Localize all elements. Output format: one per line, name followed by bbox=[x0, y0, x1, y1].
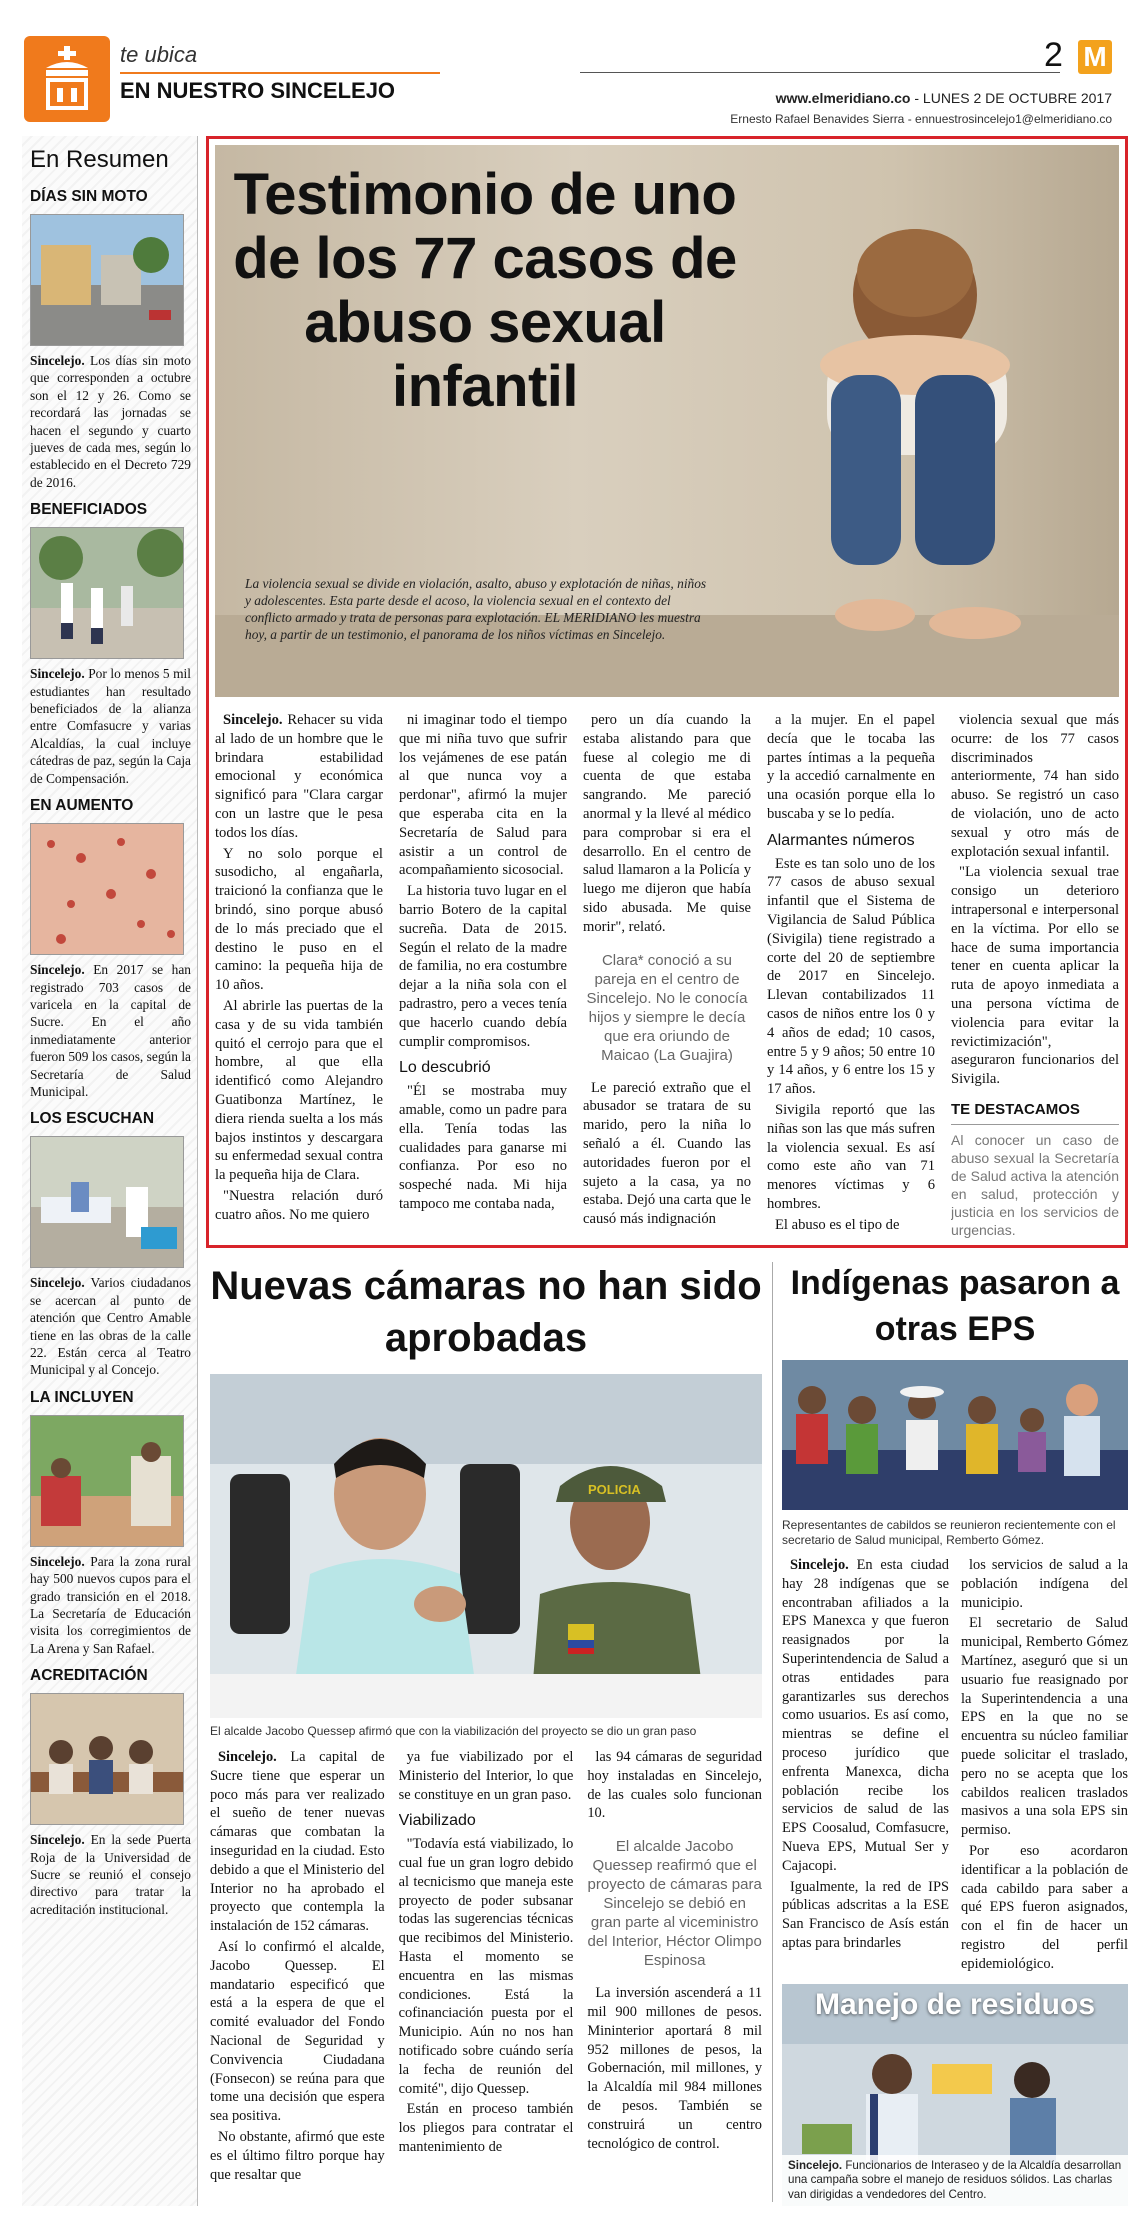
story-paragraph: Al abrirle las puertas de la casa y de su vida también quitó el cerrojo para que el hombre, al que ella identificó como Alejandro Guatibonza Martínez, le diera rienda suelta a los más bajos instintos y descargara su enfermedad sexual contra la pequeña hija de Clara. bbox=[215, 997, 383, 1184]
church-logo-icon bbox=[24, 36, 110, 122]
page-number: 2 bbox=[1044, 36, 1063, 74]
summary-text: Los días sin moto que corresponden a octubre son el 12 y 26. Como se recordará las jornadas se hacen el segundo y cuarto jueves de cada mes, según lo establecido en el Decreto 729 de 2016. bbox=[30, 353, 191, 490]
main-story-frame bbox=[206, 136, 1128, 1248]
story-dateline: Sincelejo. bbox=[223, 712, 283, 728]
summary-dateline: Sincelejo. bbox=[30, 1553, 85, 1569]
story-paragraph: ya fue viabilizado por el Ministerio del Interior, lo que se constituye en un gran paso. bbox=[398, 1749, 574, 1803]
section-title: EN NUESTRO SINCELEJO bbox=[120, 78, 396, 103]
story-subhead: Alarmantes números bbox=[767, 831, 915, 849]
story-column bbox=[767, 711, 935, 1239]
story-paragraph: las 94 cámaras de seguridad hoy instaladas en Sincelejo, de las cuales solo funcionan 10. bbox=[587, 1749, 763, 1822]
story-column bbox=[399, 1748, 574, 2198]
cameras-photo-caption: El alcalde Jacobo Quessep afirmó que con la viabilización del proyecto se dio un gran paso bbox=[210, 1724, 697, 1738]
story-column bbox=[782, 1556, 949, 1976]
story-paragraph: En esta ciudad hay 28 indígenas que se encontraban afiliados a la EPS Manexca y que fueron reasignados por la Superintendencia de Salud a otras entidades para garantizarles sus derechos como usuarios. Es así como, mientras se define el proceso jurídico que enfrenta Manexca, dicha población recibe los servicios de salud de las EPS Coosalud, Comfasucre, Nueva EPS, Mutual Ser y Cajacopi. bbox=[782, 1557, 949, 1874]
indigenas-photo-caption: Representantes de cabildos se reunieron recientemente con el secretario de Salud municipal, Remberto Gómez. bbox=[782, 1518, 1116, 1547]
summary-heading: DÍAS SIN MOTO bbox=[30, 188, 148, 205]
story-column bbox=[215, 711, 383, 1239]
story-paragraph: No obstante, afirmó que este es el último filtro porque hay que resaltar que bbox=[210, 2128, 385, 2183]
highlight-heading: TE DESTACAMOS bbox=[951, 1101, 1119, 1125]
story-paragraph: Rehacer su vida al lado de un hombre que le brindara estabilidad emocional y económica significó para "Clara cargar con un lastre que le pesa todos los días. bbox=[215, 712, 383, 841]
waste-campaign-title: Manejo de residuos bbox=[814, 1988, 1096, 2021]
story-column bbox=[587, 1748, 762, 2198]
summary-text: Por lo menos 5 mil estudiantes han resultado beneficiados de la alianza entre Comfasucre y varias Alcaldías, la cual incluye cátedras de paz, según la Caja de Compensación. bbox=[30, 666, 191, 786]
waste-campaign-box bbox=[782, 1984, 1128, 2206]
summary-item bbox=[22, 501, 197, 787]
story-paragraph: violencia sexual que más ocurre: de los 77 casos discriminados anteriormente, 74 han sido abuso. Se registró un caso de violación, uno de acto sexual y otro más de explotación sexual infantil. bbox=[951, 712, 1119, 860]
story-paragraph: Le pareció extraño que el abusador se tratara de su marido, pero la niña lo señaló a él. Cuando las autoridades fueron por el sujeto a la casa, ya no estaba. Dejó una carta que le causó más indignación bbox=[583, 1079, 751, 1228]
story-subhead: Viabilizado bbox=[398, 1812, 476, 1830]
story-column bbox=[210, 1748, 385, 2198]
story-subhead: Lo descubrió bbox=[399, 1059, 491, 1077]
story-paragraph: "Todavía está viabilizado, lo cual fue un gran logro debido al tecnicismo que maneja este proyecto de poder subsanar todas las sugerencias técnicas que recibimos del Ministerio. Hasta el momento se encuentra en las mismas condiciones. Está la cofinanciación puesta por el Municipio. Aún no nos han notificado sobre cuándo sería la fecha de reunión del comité", dijo Quessep. bbox=[398, 1836, 574, 2097]
summary-dateline: Sincelejo. bbox=[30, 666, 85, 682]
story-column bbox=[583, 711, 751, 1239]
story-paragraph: Igualmente, la red de IPS públicas adscritas a la ESE San Francisco de Asís están aptas para brindarles bbox=[782, 1878, 949, 1951]
story-paragraph: "La violencia sexual trae consigo un deterioro intrapersonal e interpersonal en la víctima. Por ello se hace de suma importancia tener en cuenta aplicar la ruta de apoyo inmediata a una persona víctima de violencia para evitar la revictimización", aseguraron funcionarios del Sivigila. bbox=[951, 864, 1119, 1088]
cameras-headline: Nuevas cámaras no han sido aprobadas bbox=[210, 1264, 762, 1360]
cameras-story bbox=[206, 1256, 766, 2206]
university-meeting-photo bbox=[30, 1693, 184, 1825]
cameras-story-body bbox=[210, 1748, 762, 2198]
story-paragraph: a la mujer. En el papel decía que le tocaba las partes íntimas a la pequeña y la accedió carnalmente en una ocasión porque ella lo buscaba y se lo pedía. bbox=[767, 712, 935, 822]
byline: Ernesto Rafael Benavides Sierra - ennuestrosincelejo1@elmeridiano.co bbox=[730, 112, 1112, 126]
summary-text: Para la zona rural hay 500 nuevos cupos para el grado transición en el 2018. La Secretaría de Educación visita los corregimientos de La Arena y San Rafael. bbox=[30, 1553, 191, 1656]
summary-text: En 2017 se han registrado 703 casos de varicela en la capital de Sucre. En el año inmediatamente anterior fueron 509 los casos, según la Secretaría de Salud Municipal. bbox=[30, 962, 191, 1099]
section-kicker: te ubica bbox=[120, 42, 198, 67]
waste-campaign-text: Funcionarios de Interaseo y de la Alcaldía desarrollan una campaña sobre el manejo de residuos sólidos. Las charlas van dirigidas a vendedores del Centro. bbox=[788, 2158, 1122, 2201]
story-paragraph: ni imaginar todo el tiempo que mi niña tuvo que sufrir los vejámenes de ese patán al que nunca voy a perdonar", afirmó la mujer que esperaba cita en la Secretaría de Salud para asistir a un control de acompañamiento sicosocial. bbox=[399, 712, 567, 879]
story-paragraph: Por eso acordaron identificar a la población de cada cabildo para saber a qué EPS fueron asignados, con el fin de hacer un registro del perfil epidemiológico. bbox=[961, 1842, 1128, 1972]
story-paragraph: Así lo confirmó el alcalde, Jacobo Quessep. El mandatario especificó que está a la espera de que el comité evaluador del Fondo Nacional de Seguridad y Convivencia Ciudadana (Fonsecon) se reúna para que tome una decisión que espera sea positiva. bbox=[210, 1938, 385, 2125]
story-paragraph: La historia tuvo lugar en el barrio Botero de la capital sucreña. Data de 2015. Según el relato de la madre de familia, no era costumbre dejar a la niña sola con el padrastro, pero a veces tenía que hacerlo cuando debía cumplir compromisos. bbox=[399, 883, 567, 1050]
summary-dateline: Sincelejo. bbox=[30, 962, 85, 978]
summary-item bbox=[22, 1667, 197, 1918]
story-paragraph: Sivigila reportó que las niñas son las que más sufren la violencia sexual. Es así como este año van 71 menores víctimas y 6 hombres. bbox=[767, 1101, 935, 1212]
summary-sidebar bbox=[22, 136, 198, 2206]
dateline bbox=[776, 90, 1112, 106]
hero-photo bbox=[215, 145, 1119, 697]
story-column bbox=[399, 711, 567, 1239]
sidebar-title: En Resumen bbox=[30, 146, 169, 173]
story-paragraph: Este es tan solo uno de los 77 casos de abuso sexual infantil que el Sistema de Vigilancia de Salud Pública (Sivigila) tiene registrado a corte del 20 de septiembre de 2017 en Sincelejo. Llevan contabilizados 11 casos de niños entre los 0 y 4 años de edad; 10 casos, entre 5 y 9 años; 50 entre 10 y 14 años, y 6 entre los 15 y 17 años. bbox=[767, 855, 935, 1098]
story-paragraph: Y no solo porque el susodicho, al engañarla, traicionó la confianza que le brindó, sino porque abusó de lo más preciado que el destino le puso en el camino: la pequeña hija de 10 años. bbox=[215, 845, 383, 994]
story-paragraph: La inversión ascenderá a 11 mil 900 millones de pesos. Mininterior aportará 8 mil 952 millones de pesos, la Gobernación, mil millones, y la Alcaldía mil 984 millones de pesos. También se construirá un centro tecnológico de control. bbox=[587, 1985, 763, 2152]
police-cap-badge: POLICIA bbox=[588, 1482, 641, 1497]
attention-point-photo bbox=[30, 1136, 184, 1268]
summary-item bbox=[22, 797, 197, 1100]
summary-text: Varios ciudadanos se acercan al punto de atención que Centro Amable tiene en las obras de la calle 22. Están cerca al Teatro Municipal y al Concejo. bbox=[30, 1275, 191, 1378]
story-paragraph: los servicios de salud a la población indígena del municipio. bbox=[961, 1557, 1128, 1611]
indigenas-headline: Indígenas pasaron a otras EPS bbox=[790, 1264, 1120, 1348]
brand-logo: M bbox=[1078, 40, 1112, 74]
pull-quote: Clara* conoció a su pareja en el centro de Sincelejo. No le conocía hijos y siempre le decía que era oriundo de Maicao (La Guajira) bbox=[586, 951, 748, 1064]
summary-text: En la sede Puerta Roja de la Universidad de Sucre se reunió el consejo directivo para tratar la acreditación institucional. bbox=[30, 1832, 191, 1917]
kicker-rule bbox=[120, 72, 440, 74]
story-paragraph: El secretario de Salud municipal, Remberto Gómez Martínez, aseguró que si un usuario fue reasignado por la Superintendencia a una EPS en la que no se encuentra su núcleo familiar puede solicitar el traslado, pero no se acepta que los cabildos realicen traslados masivos a una sola EPS sin permiso. bbox=[961, 1615, 1128, 1839]
story-paragraph: Están en proceso también los pliegos para contratar el mantenimiento de bbox=[398, 2101, 574, 2155]
school-visit-photo bbox=[30, 1415, 184, 1547]
story-column bbox=[951, 711, 1119, 1239]
website-link[interactable]: www.elmeridiano.co bbox=[775, 90, 911, 106]
main-headline: Testimonio de uno de los 77 casos de abuso sexual infantil bbox=[233, 162, 737, 419]
story-paragraph: pero un día cuando la estaba alistando para que fuese al colegio me di cuenta de que estaba sangrando. Me pareció anormal y la llevé al médico para comprobar si era el desarrollo. En el centro de salud llamaron a la Policía y luego me dijeron que había sido abusada. Me quise morir", relató. bbox=[583, 712, 751, 935]
story-dateline: Sincelejo. bbox=[218, 1749, 277, 1765]
main-story-body bbox=[215, 711, 1119, 1239]
indigenas-story-body bbox=[782, 1556, 1128, 1976]
story-paragraph: "Nuestra relación duró cuatro años. No me quiero bbox=[215, 1187, 383, 1223]
summary-heading: EN AUMENTO bbox=[30, 797, 134, 815]
summary-item bbox=[22, 1110, 197, 1378]
story-dateline: Sincelejo. bbox=[788, 2158, 843, 2172]
summary-dateline: Sincelejo. bbox=[30, 1832, 85, 1848]
pull-quote: El alcalde Jacobo Quessep reafirmó que el proyecto de cámaras para Sincelejo se debió en gran parte al viceministro del Interior, Héctor Olimpo Espinosa bbox=[587, 1838, 762, 1970]
street-photo bbox=[30, 214, 184, 346]
summary-dateline: Sincelejo. bbox=[30, 353, 85, 368]
hero-caption: La violencia sexual se divide en violación, asalto, abuso y explotación de niñas, niños y adolescentes. Esta parte desde el acoso, la violencia sexual en el contexto del conflicto armado y trata de personas para explotación. EL MERIDIANO les muestra hoy, a partir de un testimonio, el panorama de los niños víctimas en Sincelejo. bbox=[245, 576, 707, 642]
highlight-text: Al conocer un caso de abuso sexual la Secretaría de Salud activa la atención en salud, protección y justicia en los servicios de urgencias. bbox=[951, 1131, 1119, 1238]
summary-heading: BENEFICIADOS bbox=[30, 501, 148, 519]
summary-heading: LA INCLUYEN bbox=[30, 1388, 134, 1406]
indigenas-story bbox=[782, 1256, 1128, 2206]
story-column bbox=[961, 1556, 1128, 1976]
mayor-press-photo bbox=[210, 1374, 762, 1718]
cabildos-meeting-photo bbox=[782, 1360, 1128, 1510]
issue-date: - LUNES 2 DE OCTUBRE 2017 bbox=[910, 90, 1112, 106]
story-paragraph: La capital de Sucre tiene que esperar un poco más para ver realizado el sueño de tener nuevas cámaras que combatan la inseguridad en la ciudad. Esto debido a que el Ministerio del Interior no ha aprobado el proyecto que contempla la instalación de 152 cámaras. bbox=[210, 1749, 385, 1935]
summary-dateline: Sincelejo. bbox=[30, 1275, 85, 1291]
summary-heading: LOS ESCUCHAN bbox=[30, 1110, 155, 1128]
summary-heading: ACREDITACIÓN bbox=[30, 1667, 148, 1685]
summary-item bbox=[22, 1389, 197, 1657]
page-header bbox=[24, 36, 1124, 126]
summary-item bbox=[22, 188, 197, 491]
column-divider bbox=[772, 1262, 773, 2202]
students-photo bbox=[30, 527, 184, 659]
story-paragraph: El abuso es el tipo de bbox=[775, 1216, 900, 1233]
story-paragraph: "Él se mostraba muy amable, como un padre para ella. Tenía todas las cualidades para ganarse mi confianza. Por eso no sospeché nada. Mi hija tampoco me contaba nada, bbox=[399, 1083, 567, 1212]
header-rule bbox=[580, 72, 1060, 73]
story-dateline: Sincelejo. bbox=[790, 1557, 849, 1573]
varicela-photo bbox=[30, 823, 184, 955]
waste-campaign-caption bbox=[782, 2155, 1128, 2207]
